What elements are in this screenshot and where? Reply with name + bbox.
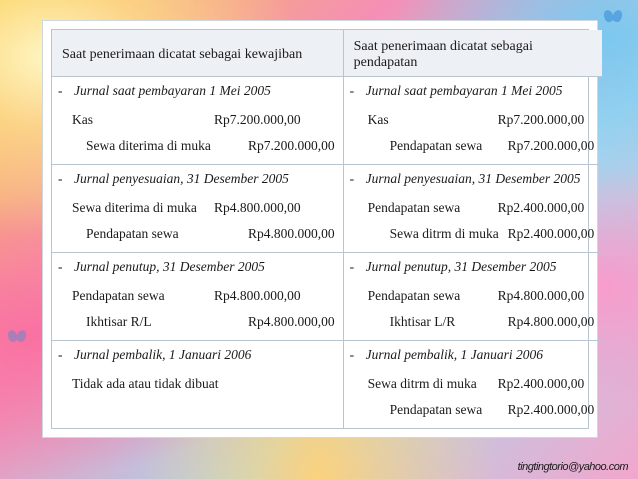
author-email: tingtingtorio@yahoo.com (517, 461, 628, 473)
bullet-dash: - (349, 259, 355, 274)
debit-account: Pendapatan sewa (72, 288, 165, 303)
debit-account: Pendapatan sewa (367, 200, 461, 215)
credit-account: Sewa ditrm di muka (389, 226, 499, 241)
credit-amount: Rp4.800.000,00 (248, 314, 335, 329)
debit-account: Sewa ditrm di muka (367, 376, 477, 391)
credit-amount: Rp2.400.000,00 (507, 226, 595, 241)
entry-title: Jurnal penyesuaian, 31 Desember 2005 (365, 171, 581, 186)
credit-amount: Rp2.400.000,00 (507, 402, 595, 417)
header-revenue: Saat penerimaan dicatat sebagai pendapatan (344, 30, 603, 77)
credit-account: Pendapatan sewa (86, 226, 179, 241)
credit-amount: Rp7.200.000,00 (248, 138, 335, 153)
debit-account: Kas (72, 112, 93, 127)
debit-amount: Rp4.800.000,00 (497, 288, 585, 303)
debit-account: Pendapatan sewa (367, 288, 461, 303)
bullet-dash: - (349, 83, 355, 98)
bullet-dash: - (58, 347, 63, 362)
entry-left-closing (52, 253, 344, 341)
bullet-dash: - (58, 171, 63, 186)
butterfly-decoration (604, 10, 622, 24)
entry-right-closing (344, 253, 603, 341)
credit-account: Ikhtisar R/L (86, 314, 152, 329)
bullet-dash: - (58, 259, 63, 274)
bullet-dash: - (58, 83, 63, 98)
credit-account: Pendapatan sewa (389, 138, 483, 153)
debit-amount: Rp7.200.000,00 (214, 112, 301, 127)
credit-account: Pendapatan sewa (389, 402, 483, 417)
note-text: Tidak ada atau tidak dibuat (72, 376, 219, 391)
credit-account: Ikhtisar L/R (389, 314, 456, 329)
debit-amount: Rp2.400.000,00 (497, 376, 585, 391)
entry-left-payment (52, 77, 344, 165)
credit-amount: Rp7.200.000,00 (507, 138, 595, 153)
debit-amount: Rp4.800.000,00 (214, 288, 301, 303)
entry-title: Jurnal pembalik, 1 Januari 2006 (365, 347, 543, 362)
entry-right-payment (344, 77, 603, 165)
debit-amount: Rp4.800.000,00 (214, 200, 301, 215)
debit-amount: Rp2.400.000,00 (497, 200, 585, 215)
credit-account: Sewa diterima di muka (86, 138, 211, 153)
bullet-dash: - (349, 347, 355, 362)
entry-right-adjustment (344, 165, 603, 253)
entry-title: Jurnal pembalik, 1 Januari 2006 (74, 347, 252, 362)
entry-title: Jurnal penyesuaian, 31 Desember 2005 (74, 171, 289, 186)
journal-table (51, 29, 595, 429)
debit-account: Sewa diterima di muka (72, 200, 197, 215)
journal-table-panel (42, 20, 598, 438)
entry-title: Jurnal saat pembayaran 1 Mei 2005 (74, 83, 271, 98)
entry-title: Jurnal penutup, 31 Desember 2005 (74, 259, 265, 274)
butterfly-decoration (8, 330, 26, 344)
debit-account: Kas (367, 112, 389, 127)
entry-title: Jurnal saat pembayaran 1 Mei 2005 (365, 83, 563, 98)
entry-right-reversing (344, 341, 603, 428)
entry-title: Jurnal penutup, 31 Desember 2005 (365, 259, 557, 274)
entry-left-reversing (52, 341, 344, 428)
bullet-dash: - (349, 171, 355, 186)
credit-amount: Rp4.800.000,00 (507, 314, 595, 329)
entry-left-adjustment (52, 165, 344, 253)
header-liability: Saat penerimaan dicatat sebagai kewajiban (52, 30, 344, 77)
debit-amount: Rp7.200.000,00 (497, 112, 585, 127)
credit-amount: Rp4.800.000,00 (248, 226, 335, 241)
